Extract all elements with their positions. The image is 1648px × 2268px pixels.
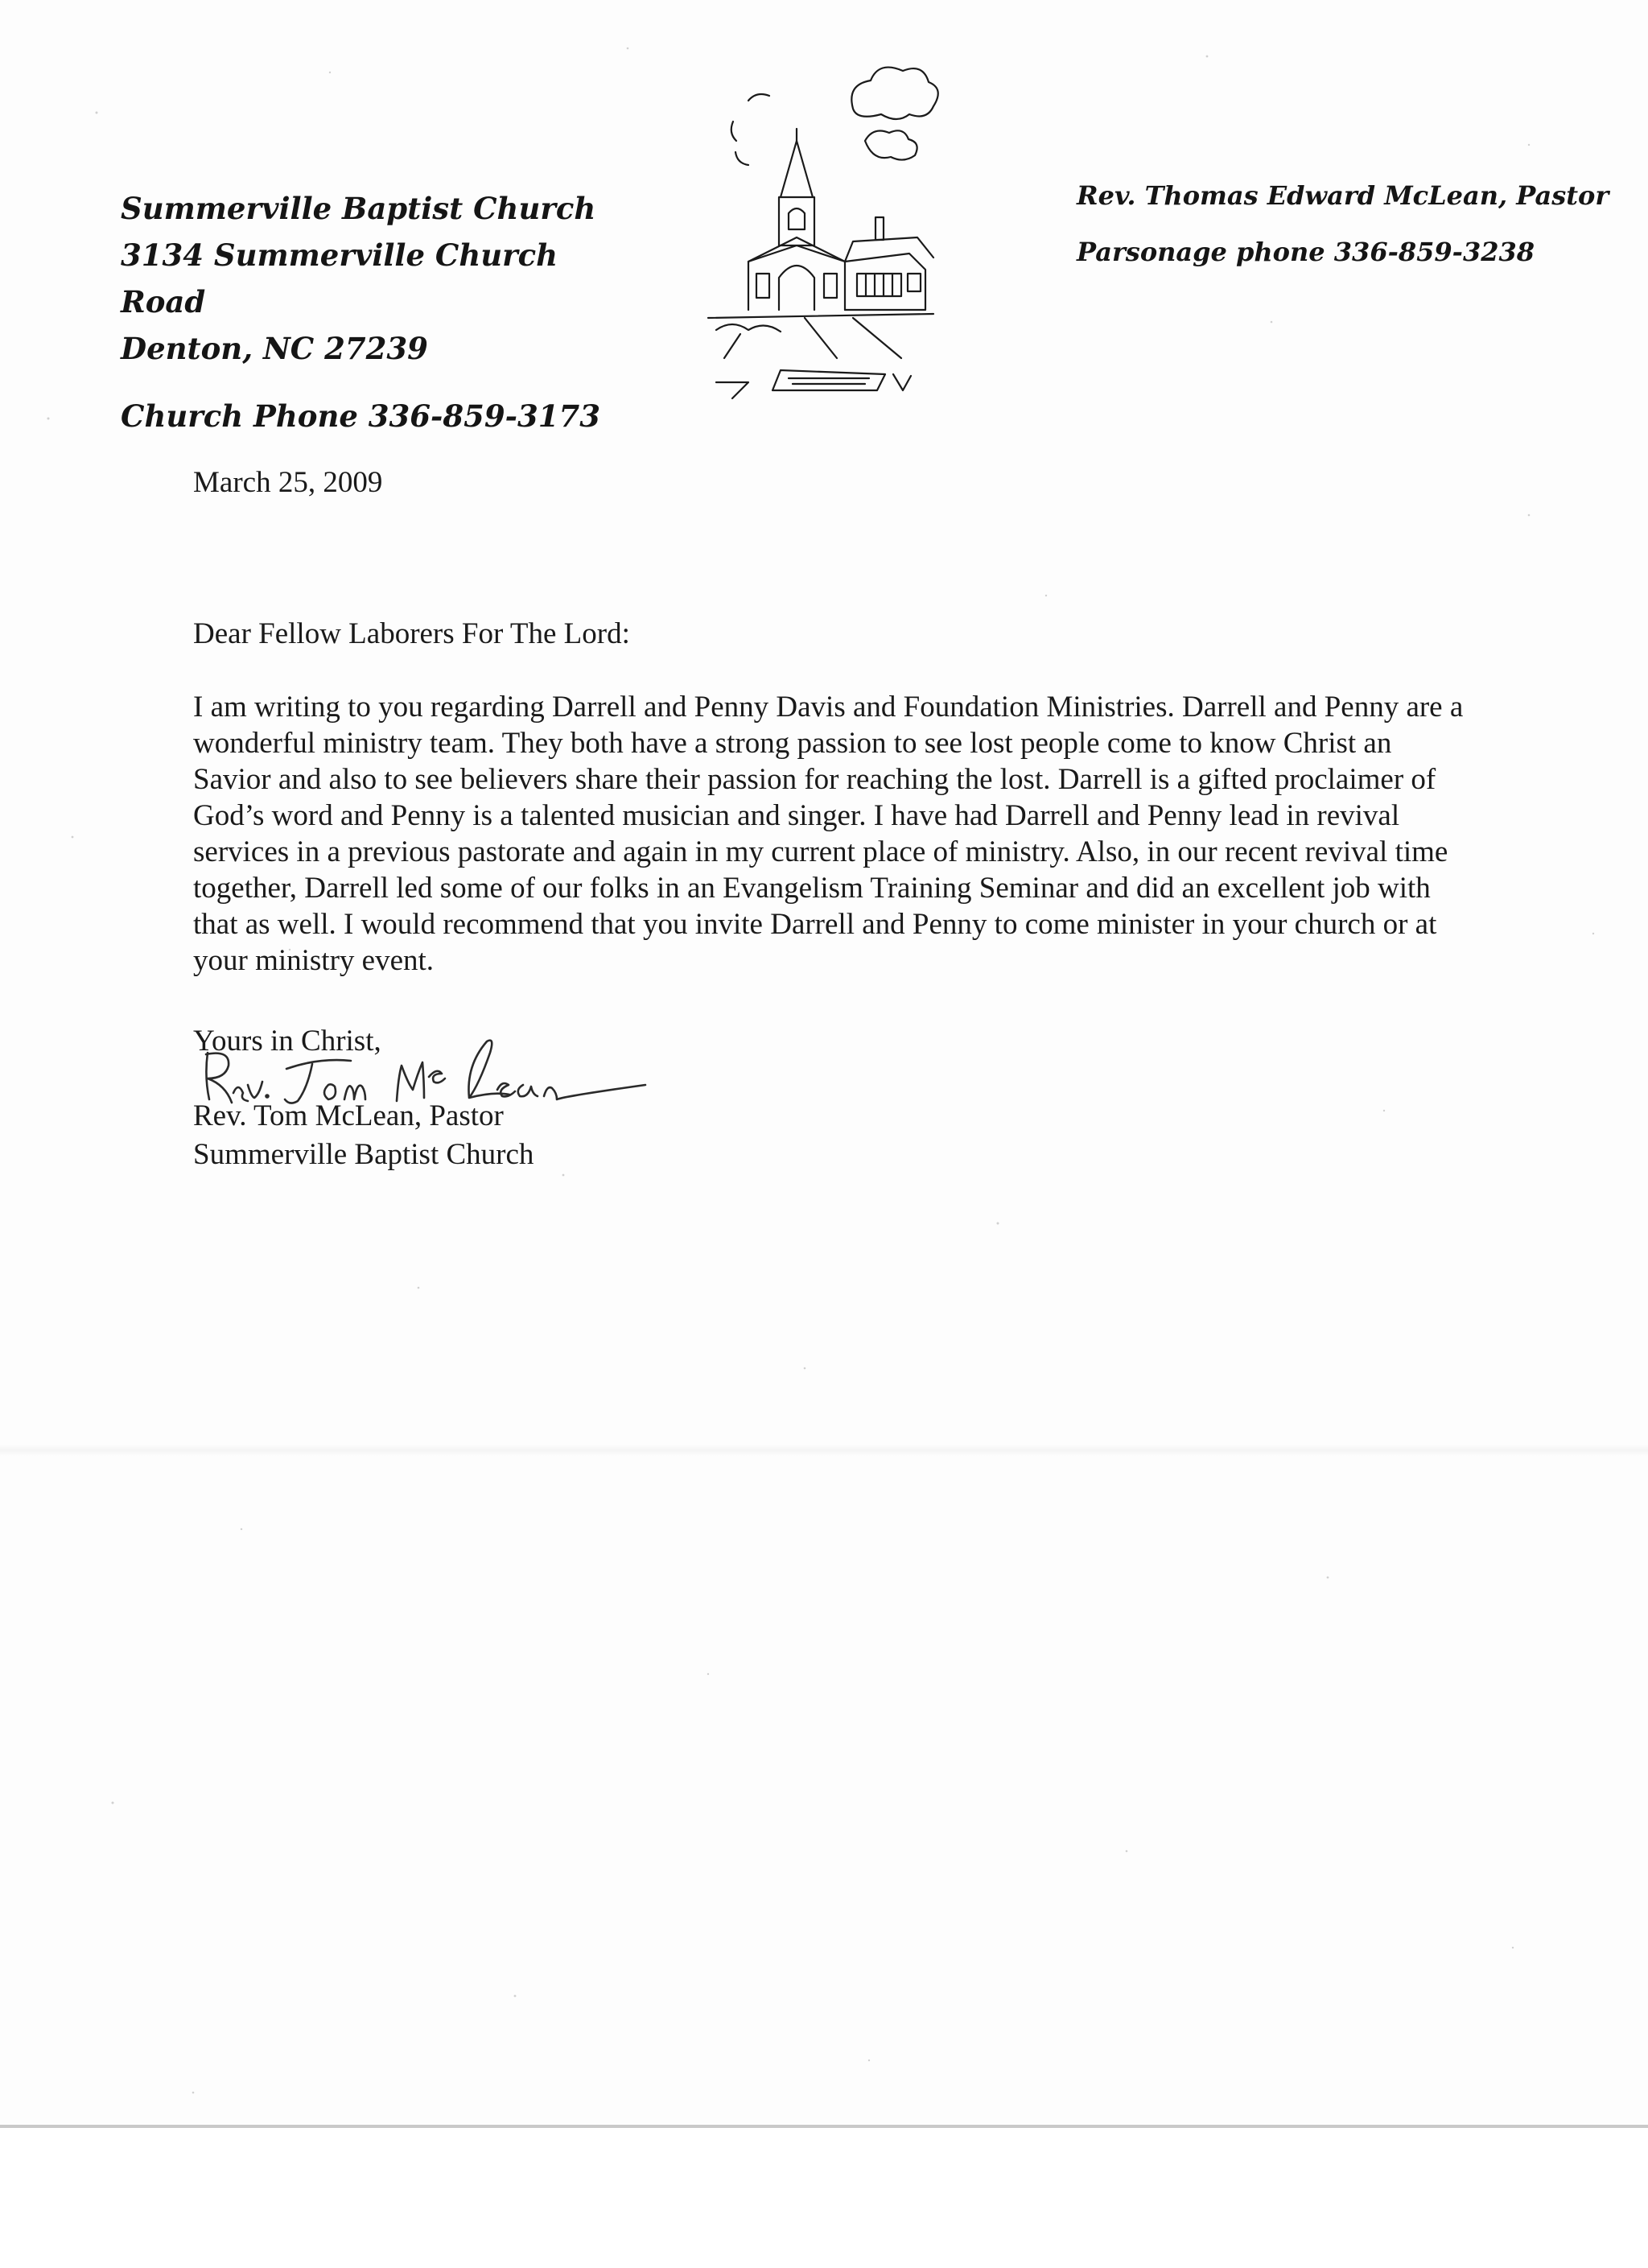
letter-closing: Yours in Christ, <box>193 1025 381 1058</box>
letterhead-pastor-info <box>1077 167 1624 280</box>
parsonage-phone: Parsonage phone 336-859-3238 <box>1077 237 1535 267</box>
letter-date: March 25, 2009 <box>193 466 383 499</box>
church-illustration <box>692 52 966 414</box>
letter-salutation: Dear Fellow Laborers For The Lord: <box>193 617 630 650</box>
signer-name: Rev. Tom McLean, Pastor <box>193 1099 504 1132</box>
letterhead-church-info <box>121 185 620 439</box>
pastor-name: Rev. Thomas Edward McLean, Pastor <box>1077 180 1609 211</box>
scan-background <box>0 2128 1648 2268</box>
signer-church: Summerville Baptist Church <box>193 1138 534 1171</box>
church-name: Summerville Baptist Church <box>121 191 596 226</box>
church-phone: Church Phone 336-859-3173 <box>121 398 600 434</box>
paper-fold <box>0 1445 1648 1456</box>
church-address: 3134 Summerville Church Road <box>121 237 558 320</box>
letterhead-spacer <box>121 372 620 393</box>
letter-body: I am writing to you regarding Darrell and Penny Davis and Foundation Ministries. Darrell and Penny are a wonderful ministry team. They both have a strong passion to see lost people come to know Christ an Savior and also to see believers share their passion for reaching the lost. Darrell is a gifted proclaimer of God’s word and Penny is a talented musician and singer. I have had Darrell and Penny lead in revival services in a previous pastorate and again in my current place of ministry. Also, in our recent revival time together, Darrell led some of our folks in an Evangelism Training Seminar and did an excellent job with that as well. I would recommend that you invite Darrell and Penny to come minister in your church or at your ministry event. <box>193 691 1464 977</box>
church-city: Denton, NC 27239 <box>121 331 428 366</box>
